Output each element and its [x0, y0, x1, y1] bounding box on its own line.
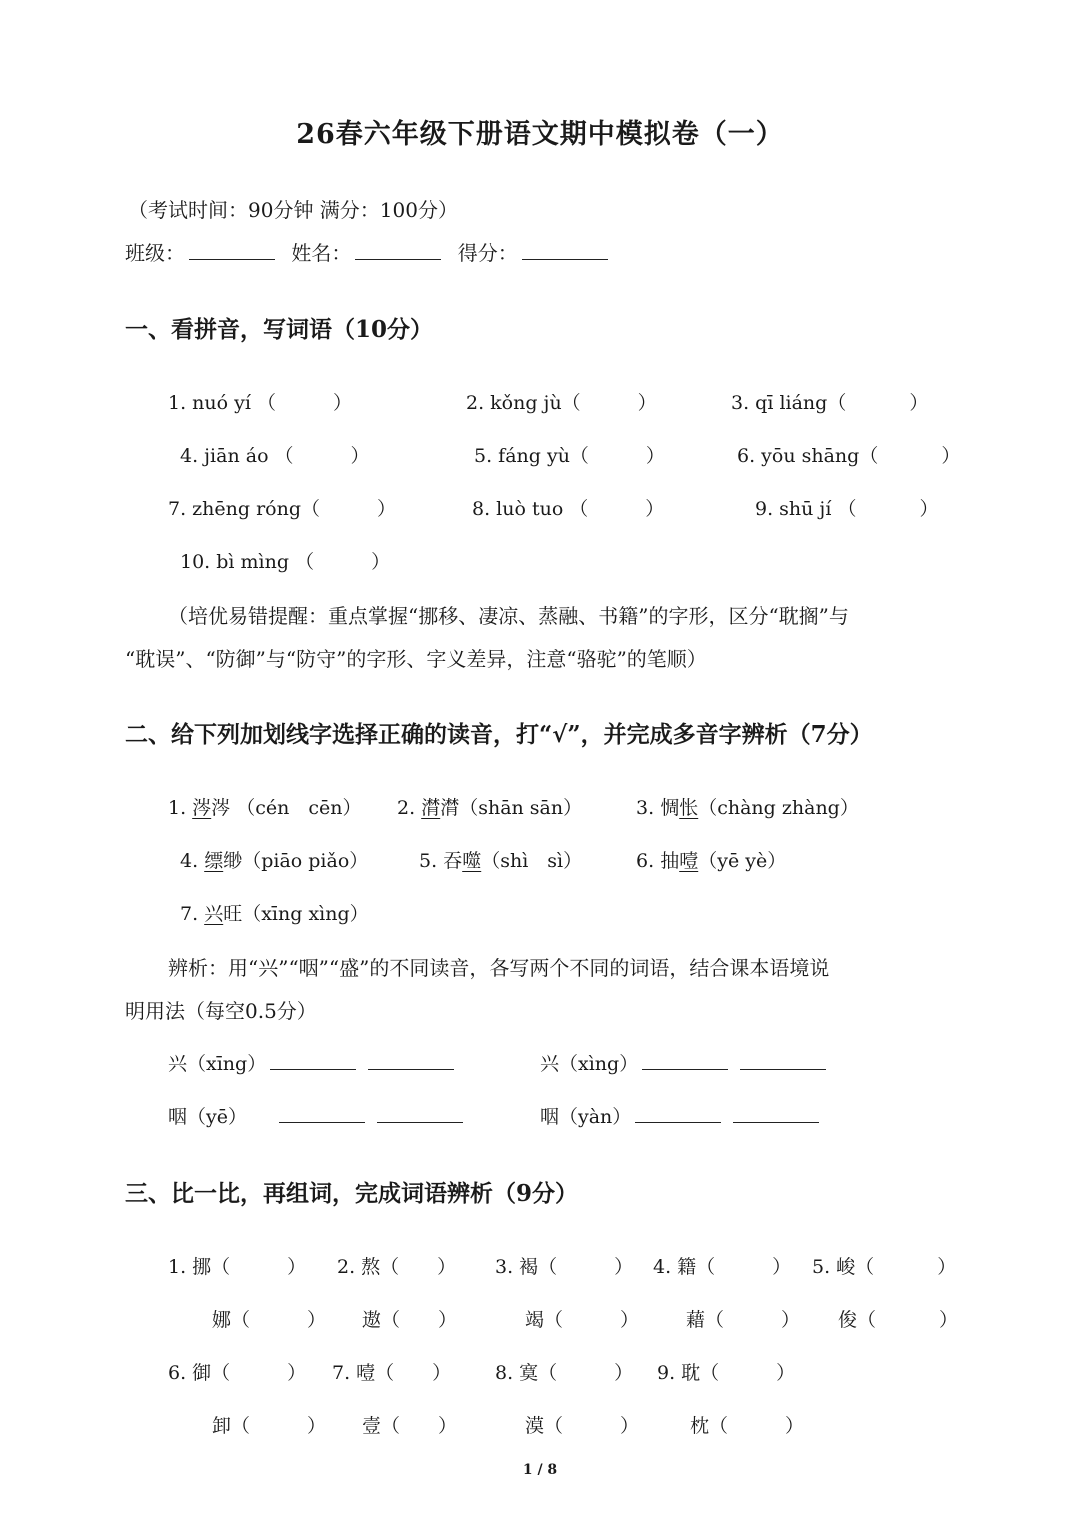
reading-item[interactable]: 6. 抽噎（yē yè）	[636, 850, 787, 872]
compare-item[interactable]: 遨（ ）	[362, 1309, 458, 1331]
reading-item[interactable]: 3. 惆怅（chàng zhàng）	[636, 797, 859, 819]
compare-item[interactable]: 藉（ ）	[686, 1309, 801, 1331]
compare-item[interactable]: 娜（ ）	[212, 1309, 327, 1331]
pinyin-item[interactable]: 10. bì mìng （ ）	[180, 551, 391, 573]
fill-row[interactable]: 咽（yàn）	[540, 1102, 819, 1129]
reading-item[interactable]: 7. 兴旺（xīng xìng）	[180, 903, 369, 925]
class-label: 班级：	[125, 241, 185, 265]
compare-item[interactable]: 俊（ ）	[838, 1309, 959, 1331]
section3-heading: 三、比一比，再组词，完成词语辨析（9分）	[125, 1180, 579, 1207]
reading-item[interactable]: 5. 吞噬（shì sì）	[419, 850, 583, 872]
fill-row[interactable]: 兴（xìng）	[540, 1049, 826, 1076]
section1-heading: 一、看拼音，写词语（10分）	[125, 316, 434, 343]
compare-item[interactable]: 4. 籍（ ）	[653, 1256, 792, 1278]
fill-row[interactable]: 咽（yē）	[168, 1102, 463, 1129]
class-blank[interactable]	[189, 241, 275, 260]
fill-row[interactable]: 兴（xīng）	[168, 1049, 454, 1076]
reading-item[interactable]: 4. 缥缈（piāo piǎo）	[180, 850, 369, 872]
pinyin-item[interactable]: 9. shū jí （ ）	[755, 498, 939, 520]
name-blank[interactable]	[355, 241, 441, 260]
pinyin-item[interactable]: 3. qī liáng（ ）	[731, 392, 929, 414]
compare-item[interactable]: 1. 挪（ ）	[168, 1256, 307, 1278]
score-label: 得分：	[457, 241, 518, 265]
page-title: 26春六年级下册语文期中模拟卷（一）	[296, 119, 784, 150]
pinyin-item[interactable]: 6. yōu shāng（ ）	[737, 445, 961, 467]
page-number: 1 / 8	[522, 1462, 558, 1478]
pinyin-item[interactable]: 2. kǒng jù（ ）	[466, 392, 657, 414]
compare-item[interactable]: 9. 耽（ ）	[657, 1362, 796, 1384]
compare-item[interactable]: 竭（ ）	[525, 1309, 640, 1331]
score-blank[interactable]	[522, 241, 608, 260]
pinyin-item[interactable]: 5. fáng yù（ ）	[474, 445, 665, 467]
pinyin-item[interactable]: 1. nuó yí （ ）	[168, 392, 352, 414]
compare-item[interactable]: 卸（ ）	[212, 1415, 327, 1437]
pinyin-item[interactable]: 4. jiān áo （ ）	[180, 445, 370, 467]
compare-item[interactable]: 5. 峻（ ）	[812, 1256, 957, 1278]
compare-item[interactable]: 3. 褐（ ）	[495, 1256, 634, 1278]
section2-heading: 二、给下列加划线字选择正确的读音，打“√”，并完成多音字辨析（7分）	[125, 721, 873, 748]
reading-item[interactable]: 1. 涔涔 （cén cēn）	[168, 797, 362, 819]
reading-item[interactable]: 2. 潸潸（shān sān）	[397, 797, 583, 819]
compare-item[interactable]: 6. 御（ ）	[168, 1362, 307, 1384]
exam-info: （考试时间：90分钟 满分：100分）	[128, 198, 458, 222]
analysis-line2: 明用法（每空0.5分）	[125, 999, 317, 1023]
pinyin-item[interactable]: 7. zhēng róng（ ）	[168, 498, 397, 520]
tip-line1: （培优易错提醒：重点掌握“挪移、凄凉、蒸融、书籍”的字形，区分“耽搁”与	[168, 604, 849, 628]
tip-line2: “耽误”、“防御”与“防守”的字形、字义差异，注意“骆驼”的笔顺）	[125, 647, 707, 671]
name-label: 姓名：	[291, 241, 352, 265]
compare-item[interactable]: 壹（ ）	[362, 1415, 458, 1437]
pinyin-item[interactable]: 8. luò tuo （ ）	[472, 498, 665, 520]
compare-item[interactable]: 8. 寞（ ）	[495, 1362, 634, 1384]
student-fields	[125, 237, 608, 266]
compare-item[interactable]: 枕（ ）	[690, 1415, 805, 1437]
compare-item[interactable]: 2. 熬（ ）	[337, 1256, 457, 1278]
analysis-line1: 辨析：用“兴”“咽”“盛”的不同读音，各写两个不同的词语，结合课本语境说	[168, 956, 830, 980]
compare-item[interactable]: 漠（ ）	[525, 1415, 640, 1437]
compare-item[interactable]: 7. 噎（ ）	[332, 1362, 452, 1384]
